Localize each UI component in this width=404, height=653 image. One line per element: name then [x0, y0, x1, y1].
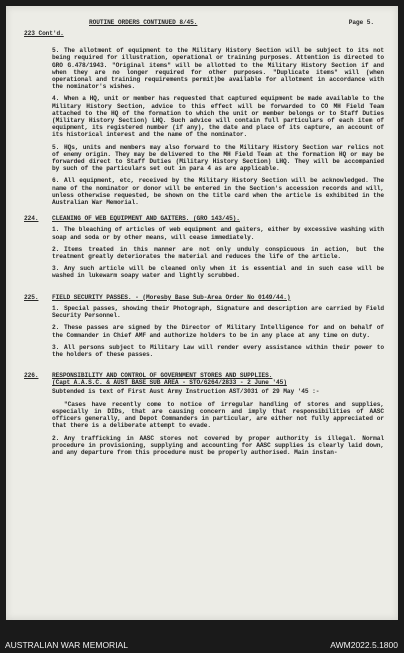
paragraph: 5. HQs, units and members may also forward to the Military History Section war relics not of enemy origin. They may be delivered to the MH Field Team at the formation HQ or may be forwarded direct to Staff Duties (Military History Section) LHQ. They will be accompanied by such of the particulars set out in para 4 as are applicable.	[52, 143, 384, 173]
section-number: 224.	[24, 215, 39, 223]
section-number: 225.	[24, 293, 39, 301]
paragraph: 2. Items treated in this manner are not only unduly conspicuous in action, but the treatment greatly deteriorates the material and reduces the life of the article.	[52, 245, 384, 261]
footer-source: AUSTRALIAN WAR MEMORIAL	[5, 640, 128, 650]
header-title: ROUTINE ORDERS CONTINUED 8/45.	[89, 19, 198, 26]
document-page	[6, 6, 398, 620]
paragraph: 4. When a HQ, unit or member has requested that captured equipment be made available to the Military History Section, advice to this effect will be forwarded to CO MH Field Team attached to the HQ of the formation to which the unit or member belongs or to Staff Duties (Military History Section) LHQ. Such advice will contain full particulars of each item of equipment, its registered number (if any), the date and place of its capture, an account of its historical interest and the name of the nominator.	[52, 95, 384, 139]
page-number: Page 5.	[348, 19, 374, 26]
section-224	[24, 213, 384, 284]
paragraph: "Cases have recently come to notice of irregular handling of stores and supplies, especially in DIDs, that are causing concern and imply that responsibilities of AASC officers generally, and Depot Commanders in particular, are either not fully appreciated or that there is a deliberate attempt to evade.	[52, 400, 384, 430]
section-title: RESPONSIBILITY AND CONTROL OF GOVERNMENT STORES AND SUPPLIES.	[52, 372, 273, 380]
paragraph: 1. The bleaching of articles of web equipment and gaiters, either by excessive washing with soap and soda or by other means, will cease immediately.	[52, 226, 384, 241]
section-226	[24, 370, 384, 461]
footer-record-id: AWM2022.5.1800	[330, 640, 398, 650]
document-text	[24, 16, 384, 461]
paragraph: 1. Special passes, showing their Photograph, Signature and description are carried by Field Security Personnel.	[52, 304, 384, 320]
paragraph: Subtended is text of First Aust Army Instruction AST/3031 of 29 May '45 :-	[52, 387, 320, 395]
paragraph: 3. All persons subject to Military Law will render every assistance within their power to the holders of these passes.	[52, 343, 384, 358]
archive-footer	[0, 620, 404, 653]
paragraph: 3. Any such article will be cleaned only when it is essential and in such case will be washed in lukewarm soapy water and lightly scrubbed.	[52, 265, 384, 280]
section-223-continued	[52, 47, 384, 206]
paragraph: 2. These passes are signed by the Director of Military Intelligence for and on behalf of the Commander in Chief AMF and authorize holders to be in any place at any time on duty.	[52, 324, 384, 339]
continued-label: 223 Cont'd.	[24, 30, 64, 37]
section-title: CLEANING OF WEB EQUIPMENT AND GAITERS. (GRO 143/45).	[52, 215, 240, 223]
paragraph: 6. All equipment, etc, received by the Military History Section will be acknowledged. The name of the nominator or donor will be entered in the Section's accession records and will, unless otherwise requested, be shown on the title card when the article is exhibited in the Australian War Memorial.	[52, 177, 384, 207]
paragraph: 2. Any trafficking in AASC stores not covered by proper authority is illegal. Normal procedure in provisioning, supplying and accounting for AASC supplies is clearly laid down, and any departure from this procedure must be properly authorised. Main instan-	[52, 434, 384, 456]
section-number: 226.	[24, 372, 39, 380]
section-reference: (Capt A.A.S.C. & AUST BASE SUB AREA - STO/6264/2833 - 2 June '45)	[52, 379, 287, 387]
section-225	[24, 292, 384, 363]
section-title: FIELD SECURITY PASSES. - (Moresby Base Sub-Area Order No 0149/44.)	[52, 293, 291, 301]
page-header	[24, 16, 384, 30]
paragraph: 5. The allotment of equipment to the Military History Section will be subject to its not being required for illustration, operational or training purposes. Attention is directed to GRO G.478/1943. "Original items" will be allotted to the Military History Section if and when they are no longer required for other purposes. "Duplicate items" will (when operational and training requirements permit)be available for allotment in accordance with the nominator's wishes.	[52, 47, 384, 91]
